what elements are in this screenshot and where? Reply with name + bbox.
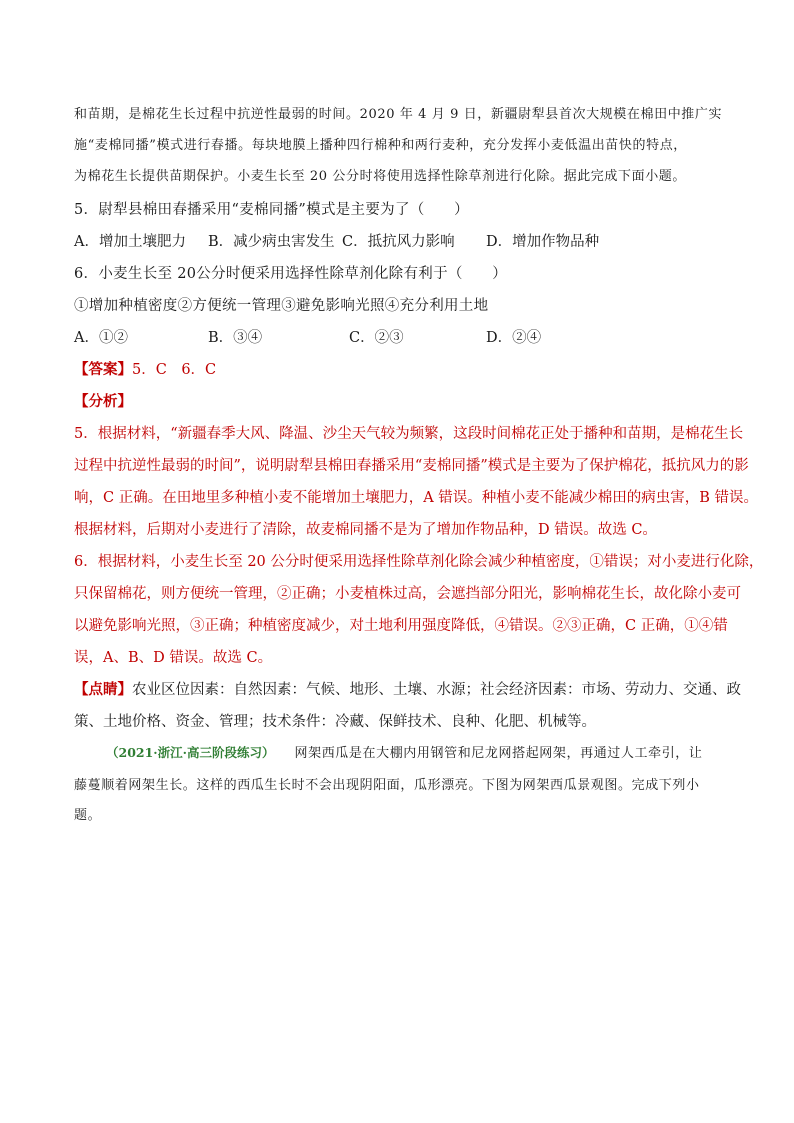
analysis-line: 以避免影响光照，③正确；种植密度减少，对土地利用强度降低，④错误。②③正确，C 正确，①④错	[74, 618, 728, 634]
question-6-option-c: C．②③	[349, 330, 404, 346]
analysis-line: 5．根据材料，“新疆春季大风、降温、沙尘天气较为频繁，这段时间棉花正处于播种和苗期，是棉花生长	[74, 426, 744, 442]
intro-line-3: 为棉花生长提供苗期保护。小麦生长至 20 公分时将使用选择性除草剂进行化除。据此完成下面小题。	[74, 169, 687, 184]
question-6-option-d: D．②④	[486, 330, 542, 346]
question-5-option-a: A．增加土壤肥力	[74, 234, 186, 250]
keypoint-line-2: 策、土地价格、资金、管理；技术条件：冷藏、保鲜技术、良种、化肥、机械等。	[74, 714, 596, 730]
intro-line-2: 施“麦棉同播”模式进行春播。每块地膜上播种四行棉种和两行麦种，充分发挥小麦低温出苗快的特点，	[74, 138, 687, 153]
next-material-line-2: 藤蔓顺着网架生长。这样的西瓜生长时不会出现阴阳面，瓜形漂亮。下图为网架西瓜景观图。完成下列小	[74, 778, 700, 793]
question-6-option-b: B．③④	[208, 330, 263, 346]
question-6-items: ①增加种植密度②方便统一管理③避免影响光照④充分利用土地	[74, 298, 489, 314]
question-5-option-d: D．增加作物品种	[486, 234, 600, 250]
answer-value: 5．C 6．C	[132, 362, 217, 378]
analysis-line: 只保留棉花，则方便统一管理，②正确；小麦植株过高，会遮挡部分阳光，影响棉花生长，故化除小麦可	[74, 586, 741, 602]
source-tag: （2021·浙江·高三阶段练习）	[106, 745, 275, 760]
intro-line-1: 和苗期，是棉花生长过程中抗逆性最弱的时间。2020 年 4 月 9 日，新疆尉犁县首次大规模在棉田中推广实	[74, 107, 723, 122]
next-material-row-1	[106, 742, 703, 761]
analysis-line: 根据材料，后期对小麦进行了清除，故麦棉同播不是为了增加作物品种，D 错误。故选 C。	[74, 522, 657, 538]
answer-row	[74, 358, 216, 379]
question-5-option-c: C．抵抗风力影响	[342, 234, 455, 250]
analysis-label: 【分析】	[74, 393, 132, 410]
keypoint-row-1	[74, 678, 741, 699]
answer-label: 【答案】	[74, 361, 132, 378]
question-6-stem: 6．小麦生长至 20公分时便采用选择性除草剂化除有利于（ ）	[74, 266, 508, 282]
question-5-stem: 5．尉犁县棉田春播采用“麦棉同播”模式是主要为了（ ）	[74, 202, 469, 218]
next-material-line-1: 网架西瓜是在大棚内用钢管和尼龙网搭起网架，再通过人工牵引，让	[294, 746, 703, 761]
analysis-line: 6．根据材料，小麦生长至 20 公分时便采用选择性除草剂化除会减少种植密度，①错误；对小麦进行化除，	[74, 554, 764, 570]
question-6-option-a: A．①②	[74, 330, 128, 346]
analysis-line: 过程中抗逆性最弱的时间”，说明尉犁县棉田春播采用“麦棉同播”模式是主要为了保护棉花，抵抗风力的影	[74, 458, 749, 474]
keypoint-label: 【点睛】	[74, 681, 132, 698]
analysis-line: 误，A、B、D 错误。故选 C。	[74, 650, 273, 666]
keypoint-line-1: 农业区位因素：自然因素：气候、地形、土壤、水源；社会经济因素：市场、劳动力、交通、政	[132, 682, 741, 698]
analysis-line: 响，C 正确。在田地里多种植小麦不能增加土壤肥力，A 错误。种植小麦不能减少棉田的病虫害，B 错误。	[74, 490, 759, 506]
question-5-option-b: B．减少病虫害发生	[208, 234, 335, 250]
next-material-line-3: 题。	[74, 808, 102, 823]
